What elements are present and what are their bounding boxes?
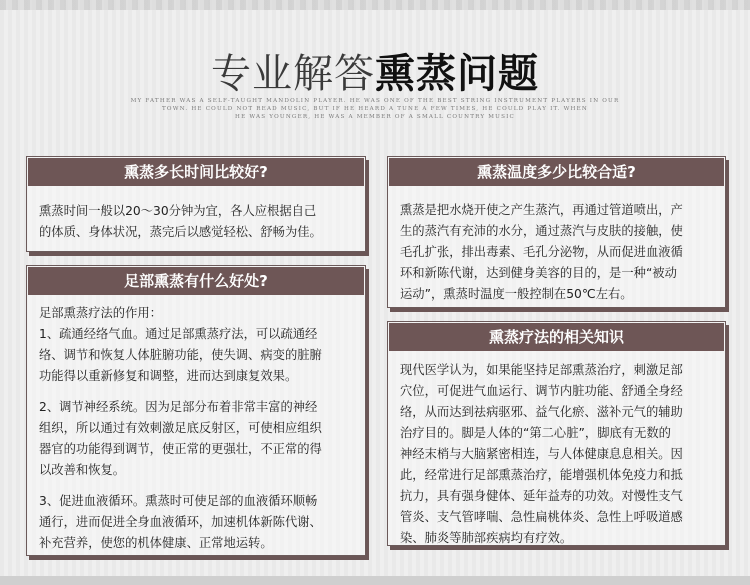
text-line: 以改善和恢复。 [39,463,126,477]
panel-duration-body [39,201,357,243]
top-border-decoration [0,0,750,10]
panel-duration-heading: 熏蒸多长时间比较好? [28,158,364,186]
text-line: 络、调节和恢复人体脏腑功能，使失调、病变的脏腑 [39,348,322,362]
text-line: 管炎、支气管哮喘、急性扁桃体炎、急性上呼吸道感 [400,510,683,524]
text-line: 生的蒸汽有充沛的水分，通过蒸汽与皮肤的接触，使 [400,224,683,238]
text-line: 功能得以重新修复和调整，进而达到康复效果。 [39,369,298,383]
panel-knowledge-body [400,360,719,549]
panel-duration [26,156,366,252]
text-line: 运动”，熏蒸时温度一般控制在50℃左右。 [400,287,633,301]
text-line: 3、促进血液循环。熏蒸时可使足部的血液循环顺畅 [39,494,318,508]
text-line: 穴位，可促进气血运行、调节内脏功能、舒通全身经 [400,384,683,398]
benefit-item [39,397,359,481]
benefit-item [39,491,359,554]
text-line: 熏蒸是把水烧开使之产生蒸汽，再通过管道喷出，产 [400,203,683,217]
decorative-subtitle-line-2: TOWN. HE COULD NOT READ MUSIC, BUT IF HE HEARD A TUNE A FEW TIMES, HE COULD PLAY IT. WHEN [162,106,588,112]
panel-knowledge-heading: 熏蒸疗法的相关知识 [389,323,724,351]
bottom-border-decoration [0,576,750,585]
text-line: 补充营养，使您的机体健康、正常地运转。 [39,536,273,550]
panel-benefits-heading: 足部熏蒸有什么好处? [28,267,364,295]
text-line: 的体质、身体状况，蒸完后以感觉轻松、舒畅为佳。 [39,225,322,239]
intro-line: 足部熏蒸疗法的作用： [39,306,162,320]
text-line: 此，经常进行足部熏蒸治疗，能增强机体免疫力和抵 [400,468,683,482]
text-line: 组织，所以通过有效刺激足底反射区，可使相应组织 [39,421,322,435]
text-line: 络，从而达到祛病驱邪、益气化瘀、滋补元气的辅助 [400,405,683,419]
page-title-bold: 熏蒸问题 [375,51,539,97]
panel-temperature-body [400,200,719,305]
panel-temperature-heading: 熏蒸温度多少比较合适? [389,158,724,186]
text-line: 治疗目的。脚是人体的“第二心脏”，脚底有无数的 [400,426,671,440]
page-title-light: 专业解答 [211,51,375,97]
text-line: 染、肺炎等肺部疾病均有疗效。 [400,531,573,545]
text-line: 2、调节神经系统。因为足部分布着非常丰富的神经 [39,400,318,414]
text-line: 1、疏通经络气血。通过足部熏蒸疗法，可以疏通经 [39,327,318,341]
text-line: 环和新陈代谢，达到健身美容的目的，是一种“被动 [400,266,677,280]
text-line: 器官的功能得到调节，使正常的更强壮，不正常的得 [39,442,322,456]
page-title [0,52,750,96]
panel-knowledge [387,321,726,546]
benefit-item [39,324,359,387]
decorative-subtitle-line-1: MY FATHER WAS A SELF-TAUGHT MANDOLIN PLAYER. HE WAS ONE OF THE BEST STRING INSTRUMENT PLAYERS IN OUR [130,98,620,104]
text-line: 熏蒸时间一般以20～30分钟为宜，各人应根据自己 [39,204,317,218]
text-line: 通行，进而促进全身血液循环，加速机体新陈代谢、 [39,515,322,529]
text-line: 神经末梢与大脑紧密相连，与人体健康息息相关。因 [400,447,683,461]
panel-benefits-body [39,303,359,554]
decorative-subtitle-line-3: HE WAS YOUNGER, HE WAS A MEMBER OF A SMALL COUNTRY MUSIC [234,114,515,120]
text-line: 现代医学认为，如果能坚持足部熏蒸治疗，刺激足部 [400,363,683,377]
panel-benefits [26,265,366,556]
text-line: 抗力，具有强身健体、延年益寿的功效。对慢性支气 [400,489,683,503]
panel-temperature [387,156,726,308]
text-line: 毛孔扩张，排出毒素、毛孔分泌物，从而促进血液循 [400,245,683,259]
